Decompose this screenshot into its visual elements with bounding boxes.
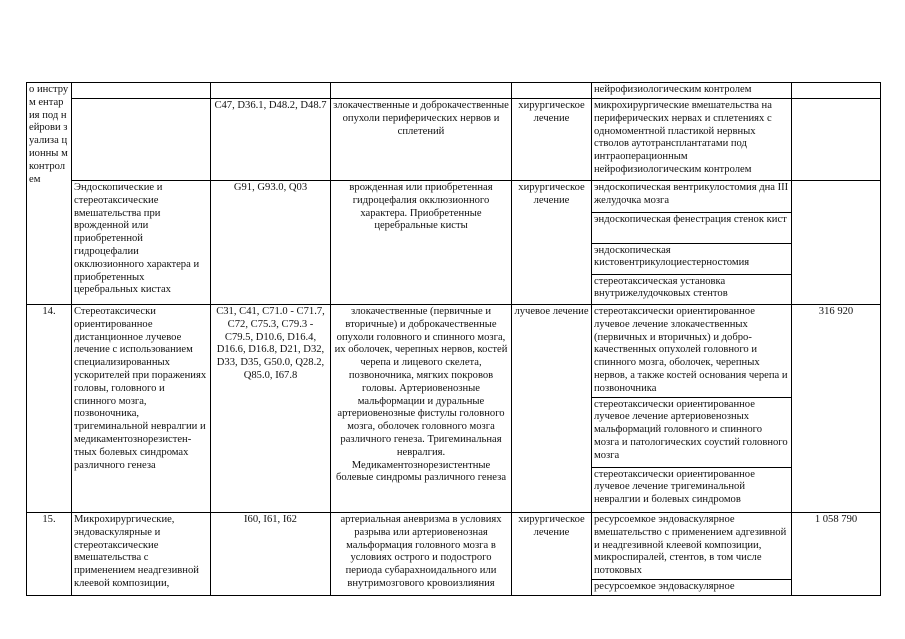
- method-item: эндоскопическая фенестрация стенок кист: [592, 212, 791, 243]
- method-item: ресурсоемкое эндоваскулярное: [592, 579, 791, 594]
- method-item: стереотаксически ориентированное лучевое лечение артериовенозных мальформаций головного и спинного мозга и патологических соустий головного мозга: [592, 397, 791, 467]
- num-cell: [27, 305, 72, 513]
- price-cell: [792, 99, 881, 181]
- price-cell: [792, 83, 881, 99]
- methods-list: [592, 513, 791, 595]
- price-text: 1 058 790: [814, 514, 858, 525]
- name-cell: [72, 99, 211, 181]
- treatment-cell: [512, 83, 592, 99]
- name-text: Эндоскопические и стереотаксические вмешательства при врожденной или приобретенной гидроцефалии окклюзионного характера и приобретенных церебральных кистах: [74, 182, 200, 296]
- procedures-table: [26, 82, 881, 596]
- codes-text: G91, G93.0, Q03: [233, 182, 308, 193]
- name-text: Стереотаксически ориентированное дистанционное лучевое лечение с использованием специализированных ускорителей при поражениях головы, головного и спинного мозга, позвоночника, тригеминальной невралгии и медикаментознорезистен-тных болевых синдромах различного генеза: [74, 306, 207, 471]
- model-cell: [331, 83, 512, 99]
- model-cell: [331, 99, 512, 181]
- method-cell: [592, 83, 792, 99]
- model-text: врожденная или приобретенная гидроцефалия окклюзионного характера. Приобретенные церебральные кисты: [349, 182, 493, 232]
- codes-cell: [211, 99, 331, 181]
- method-item: эндоскопическая кистовентрикулоциестерностомия: [592, 243, 791, 274]
- method-text: микрохирургические вмешательства на периферических нервах и сплетениях с одномоментной пластикой нервных стволов аутотрансплантатами под интраоперационным нейрофизиологическим контролем: [594, 100, 772, 175]
- codes-text: C47, D36.1, D48.2, D48.7: [214, 100, 327, 111]
- method-item: стереотаксическая установка внутрижелудочковых стентов: [592, 274, 791, 302]
- name-cell: [72, 305, 211, 513]
- codes-text: I60, I61, I62: [244, 514, 297, 525]
- codes-cell: [211, 83, 331, 99]
- name-cell: [72, 83, 211, 99]
- codes-text: C31, C41, C71.0 - C71.7, C72, C75.3, C79.3 - C79.5, D10.6, D16.4, D16.6, D16.8, D21, D32, D33, D35, G50.0, Q28.2, Q85.0, I67.8: [216, 306, 325, 381]
- price-text: 316 920: [818, 306, 854, 317]
- table-row: [27, 99, 881, 181]
- treatment-text: хирургическое лечение: [518, 100, 585, 124]
- treatment-cell: [512, 305, 592, 513]
- treatment-text: хирургическое лечение: [518, 514, 585, 538]
- method-item: стереотаксически ориентированное лучевое лечение злокачественных (первичных и вторичных) и добро-качественных опухолей головного и спинного мозга, оболочек, черепных нервов, а также костей основания черепа и позвоночника: [594, 306, 788, 394]
- methods-list: [592, 181, 791, 302]
- num-fragment-cell: [27, 83, 72, 305]
- table-row: [27, 181, 881, 305]
- price-cell: [792, 305, 881, 513]
- num-cell: [27, 513, 72, 596]
- row-number: 14.: [42, 306, 56, 317]
- model-cell: [331, 513, 512, 596]
- method-item: ресурсоемкое эндоваскулярное вмешательство с применением адгезивной и неадгезивной клеевой композиции, микроспиралей, стентов, в том числе потоковых: [594, 514, 787, 577]
- method-item: стереотаксически ориентированное лучевое лечение тригеминальной невралгии и болевых синдромов: [592, 467, 791, 508]
- treatment-text: лучевое лечение: [514, 306, 589, 317]
- name-cell: [72, 181, 211, 305]
- num-fragment-text: о инструм ентария под нейрови зуализа ционны м контрол ем: [29, 84, 69, 185]
- table-row: [27, 305, 881, 513]
- treatment-text: хирургическое лечение: [518, 182, 585, 206]
- table-row: [27, 513, 881, 596]
- price-cell: [792, 513, 881, 596]
- codes-cell: [211, 513, 331, 596]
- treatment-cell: [512, 513, 592, 596]
- model-cell: [331, 181, 512, 305]
- methods-cell: [592, 305, 792, 513]
- codes-cell: [211, 181, 331, 305]
- method-text: нейрофизиологическим контролем: [594, 84, 752, 95]
- model-text: артериальная аневризма в условиях разрыва или артериовенозная мальформация головного мозга в условиях острого и подострого периода субарахноидального или внутримозгового кровоизлияния: [340, 514, 502, 589]
- price-cell: [792, 181, 881, 305]
- model-cell: [331, 305, 512, 513]
- treatment-cell: [512, 99, 592, 181]
- treatment-cell: [512, 181, 592, 305]
- methods-cell: [592, 513, 792, 596]
- table-row: [27, 83, 881, 99]
- method-cell: [592, 99, 792, 181]
- model-text: злокачественные и доброкачественные опухоли периферических нервов и сплетений: [333, 100, 509, 137]
- method-item: эндоскопическая вентрикулостомия дна III желудочка мозга: [594, 182, 789, 206]
- name-text: Микрохирургические, эндоваскулярные и стереотаксические вмешательства с применением неадгезивной клеевой композиции,: [74, 514, 199, 589]
- row-number: 15.: [42, 514, 56, 525]
- methods-list: [592, 305, 791, 508]
- model-text: злокачественные (первичные и вторичные) и доброкачественные опухоли головного и спинного мозга, их оболочек, черепных нервов, костей черепа и лицевого скелета, позвоночника, мягких покровов головы. Артериовенозные мальформации и дуральные артериовенозные фистулы головного мозга, оболочек головного мозга различного генеза. Тригеминальная невралгия. Медикаментознорезистентные болевые синдромы различного генеза: [334, 306, 508, 484]
- codes-cell: [211, 305, 331, 513]
- name-cell: [72, 513, 211, 596]
- methods-cell: [592, 181, 792, 305]
